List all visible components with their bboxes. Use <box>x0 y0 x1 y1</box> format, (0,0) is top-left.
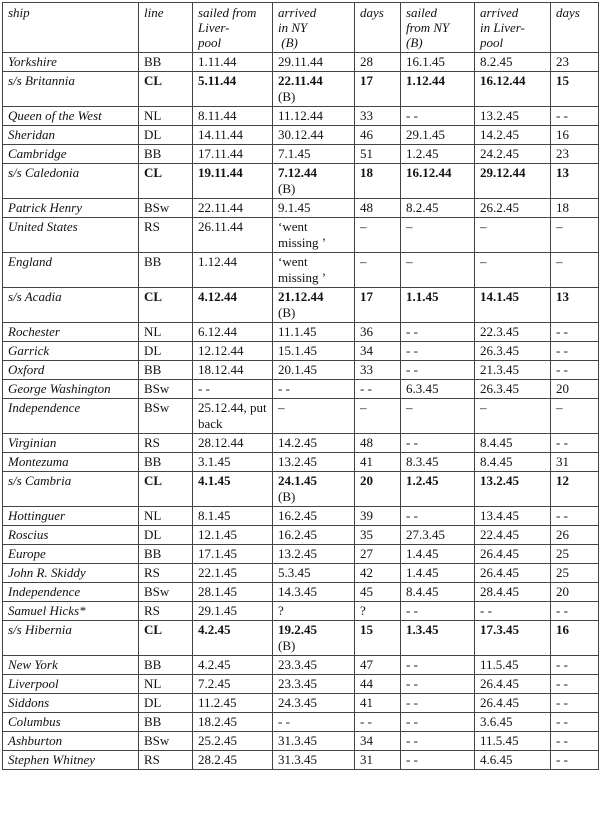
cell-days: 46 <box>355 126 401 145</box>
cell-ship: Europe <box>3 545 139 564</box>
cell-days-return: 12 <box>551 472 599 507</box>
cell-sailed-from-liverpool: 26.11.44 <box>193 218 273 253</box>
cell-arrived-in-liverpool: 26.4.45 <box>475 545 551 564</box>
cell-sailed-from-ny: 8.2.45 <box>401 199 475 218</box>
cell-ship: Cambridge <box>3 145 139 164</box>
cell-ship: Columbus <box>3 713 139 732</box>
cell-arrived-in-liverpool: 29.12.44 <box>475 164 551 199</box>
cell-arrived-in-liverpool: 8.4.45 <box>475 434 551 453</box>
cell-sailed-from-liverpool: 7.2.45 <box>193 675 273 694</box>
cell-days: 17 <box>355 72 401 107</box>
cell-days-return: - - <box>551 602 599 621</box>
cell-arrived-in-ny: ‘went missing ’ <box>273 253 355 288</box>
cell-sailed-from-liverpool: 28.12.44 <box>193 434 273 453</box>
cell-sailed-from-liverpool: 8.11.44 <box>193 107 273 126</box>
sailings-table <box>2 2 599 770</box>
table-row <box>3 218 599 253</box>
cell-days: - - <box>355 380 401 399</box>
arrival-note: (B) <box>278 181 296 196</box>
cell-arrived-in-liverpool: 8.4.45 <box>475 453 551 472</box>
cell-arrived-in-ny: ‘went missing ’ <box>273 218 355 253</box>
cell-sailed-from-ny: 1.4.45 <box>401 545 475 564</box>
cell-days: 47 <box>355 656 401 675</box>
cell-days: – <box>355 399 401 434</box>
cell-sailed-from-liverpool: 4.12.44 <box>193 288 273 323</box>
cell-sailed-from-ny: 16.12.44 <box>401 164 475 199</box>
table-row <box>3 107 599 126</box>
cell-ship: Yorkshire <box>3 53 139 72</box>
cell-ship: George Washington <box>3 380 139 399</box>
table-row <box>3 751 599 770</box>
arrival-note: (B) <box>278 638 296 653</box>
cell-sailed-from-liverpool: 4.2.45 <box>193 621 273 656</box>
cell-sailed-from-liverpool: 25.12.44, put back <box>193 399 273 434</box>
cell-ship: New York <box>3 656 139 675</box>
cell-line: BB <box>139 656 193 675</box>
cell-arrived-in-liverpool: 22.4.45 <box>475 526 551 545</box>
cell-line: BB <box>139 253 193 288</box>
table-row <box>3 564 599 583</box>
cell-arrived-in-ny: - - <box>273 713 355 732</box>
cell-sailed-from-liverpool: 4.2.45 <box>193 656 273 675</box>
cell-arrived-in-liverpool: 13.4.45 <box>475 507 551 526</box>
cell-line: DL <box>139 694 193 713</box>
cell-sailed-from-liverpool: 5.11.44 <box>193 72 273 107</box>
table-row <box>3 507 599 526</box>
cell-arrived-in-ny: 30.12.44 <box>273 126 355 145</box>
header-days-return: days <box>551 3 599 53</box>
cell-arrived-in-liverpool: - - <box>475 602 551 621</box>
cell-line: RS <box>139 564 193 583</box>
cell-days: 41 <box>355 694 401 713</box>
table-row <box>3 72 599 107</box>
cell-sailed-from-liverpool: 19.11.44 <box>193 164 273 199</box>
header-sailed-from-liverpool: sailed from Liver- pool <box>193 3 273 53</box>
cell-sailed-from-liverpool: 8.1.45 <box>193 507 273 526</box>
cell-days-return: - - <box>551 323 599 342</box>
cell-days: 48 <box>355 199 401 218</box>
table-row <box>3 342 599 361</box>
cell-sailed-from-liverpool: 22.1.45 <box>193 564 273 583</box>
cell-arrived-in-ny: 13.2.45 <box>273 545 355 564</box>
cell-days: 42 <box>355 564 401 583</box>
header-row <box>3 3 599 53</box>
cell-days-return: - - <box>551 675 599 694</box>
cell-sailed-from-ny: 27.3.45 <box>401 526 475 545</box>
table-row <box>3 694 599 713</box>
cell-sailed-from-ny: – <box>401 253 475 288</box>
header-days: days <box>355 3 401 53</box>
cell-ship: Siddons <box>3 694 139 713</box>
cell-arrived-in-ny: 7.12.44 (B) <box>273 164 355 199</box>
cell-days-return: - - <box>551 107 599 126</box>
arrival-note: (B) <box>278 89 296 104</box>
cell-days-return: - - <box>551 694 599 713</box>
cell-arrived-in-liverpool: 17.3.45 <box>475 621 551 656</box>
cell-sailed-from-ny: 8.4.45 <box>401 583 475 602</box>
cell-sailed-from-liverpool: 3.1.45 <box>193 453 273 472</box>
cell-sailed-from-liverpool: 11.2.45 <box>193 694 273 713</box>
table-row <box>3 453 599 472</box>
cell-arrived-in-liverpool: 22.3.45 <box>475 323 551 342</box>
cell-days: 41 <box>355 453 401 472</box>
cell-ship: s/s Acadia <box>3 288 139 323</box>
cell-sailed-from-liverpool: 25.2.45 <box>193 732 273 751</box>
cell-sailed-from-ny: - - <box>401 675 475 694</box>
cell-arrived-in-ny: 16.2.45 <box>273 507 355 526</box>
cell-line: BSw <box>139 380 193 399</box>
cell-days: 31 <box>355 751 401 770</box>
cell-sailed-from-ny: 1.2.45 <box>401 472 475 507</box>
cell-arrived-in-ny: 19.2.45 (B) <box>273 621 355 656</box>
cell-sailed-from-ny: - - <box>401 342 475 361</box>
cell-ship: Independence <box>3 399 139 434</box>
cell-days: 44 <box>355 675 401 694</box>
cell-sailed-from-liverpool: 22.11.44 <box>193 199 273 218</box>
cell-arrived-in-ny: – <box>273 399 355 434</box>
cell-arrived-in-liverpool: 16.12.44 <box>475 72 551 107</box>
cell-sailed-from-ny: - - <box>401 602 475 621</box>
cell-arrived-in-liverpool: 3.6.45 <box>475 713 551 732</box>
cell-arrived-in-ny: 22.11.44 (B) <box>273 72 355 107</box>
cell-days-return: 23 <box>551 53 599 72</box>
cell-days-return: – <box>551 399 599 434</box>
cell-arrived-in-ny: 31.3.45 <box>273 732 355 751</box>
table-row <box>3 656 599 675</box>
cell-days: 48 <box>355 434 401 453</box>
cell-ship: Montezuma <box>3 453 139 472</box>
cell-days-return: - - <box>551 751 599 770</box>
cell-arrived-in-liverpool: 26.4.45 <box>475 694 551 713</box>
table-row <box>3 380 599 399</box>
cell-ship: s/s Caledonia <box>3 164 139 199</box>
cell-arrived-in-ny: 14.2.45 <box>273 434 355 453</box>
cell-arrived-in-ny: 9.1.45 <box>273 199 355 218</box>
header-arrived-in-liverpool: arrived in Liver- pool <box>475 3 551 53</box>
table-row <box>3 472 599 507</box>
cell-ship: John R. Skiddy <box>3 564 139 583</box>
cell-days-return: - - <box>551 342 599 361</box>
cell-arrived-in-ny: - - <box>273 380 355 399</box>
cell-days-return: 31 <box>551 453 599 472</box>
cell-arrived-in-liverpool: – <box>475 218 551 253</box>
cell-ship: Oxford <box>3 361 139 380</box>
cell-days-return: 16 <box>551 621 599 656</box>
cell-arrived-in-liverpool: 8.2.45 <box>475 53 551 72</box>
table-row <box>3 361 599 380</box>
cell-line: BSw <box>139 199 193 218</box>
cell-arrived-in-ny: 16.2.45 <box>273 526 355 545</box>
cell-sailed-from-ny: 29.1.45 <box>401 126 475 145</box>
cell-line: RS <box>139 434 193 453</box>
cell-days-return: - - <box>551 656 599 675</box>
cell-ship: Patrick Henry <box>3 199 139 218</box>
cell-days: 20 <box>355 472 401 507</box>
table-row <box>3 675 599 694</box>
table-row <box>3 253 599 288</box>
cell-arrived-in-liverpool: 11.5.45 <box>475 656 551 675</box>
cell-sailed-from-ny: 1.12.44 <box>401 72 475 107</box>
cell-arrived-in-liverpool: 26.3.45 <box>475 380 551 399</box>
cell-sailed-from-liverpool: 4.1.45 <box>193 472 273 507</box>
table-row <box>3 323 599 342</box>
cell-sailed-from-ny: – <box>401 218 475 253</box>
cell-days-return: 25 <box>551 564 599 583</box>
cell-arrived-in-liverpool: 26.3.45 <box>475 342 551 361</box>
cell-arrived-in-ny: 24.1.45 (B) <box>273 472 355 507</box>
cell-sailed-from-liverpool: 17.1.45 <box>193 545 273 564</box>
cell-days-return: 23 <box>551 145 599 164</box>
cell-ship: United States <box>3 218 139 253</box>
cell-ship: Stephen Whitney <box>3 751 139 770</box>
cell-sailed-from-liverpool: 28.1.45 <box>193 583 273 602</box>
cell-days: 33 <box>355 107 401 126</box>
cell-ship: s/s Cambria <box>3 472 139 507</box>
cell-ship: Garrick <box>3 342 139 361</box>
cell-days: ? <box>355 602 401 621</box>
cell-days-return: - - <box>551 732 599 751</box>
cell-arrived-in-liverpool: 14.2.45 <box>475 126 551 145</box>
cell-days-return: 25 <box>551 545 599 564</box>
cell-sailed-from-ny: - - <box>401 107 475 126</box>
cell-line: CL <box>139 288 193 323</box>
cell-line: BB <box>139 713 193 732</box>
cell-line: DL <box>139 126 193 145</box>
cell-days-return: - - <box>551 507 599 526</box>
cell-ship: Sheridan <box>3 126 139 145</box>
cell-ship: Samuel Hicks* <box>3 602 139 621</box>
cell-days: 45 <box>355 583 401 602</box>
cell-sailed-from-ny: 1.4.45 <box>401 564 475 583</box>
cell-line: RS <box>139 218 193 253</box>
cell-arrived-in-ny: 15.1.45 <box>273 342 355 361</box>
cell-line: DL <box>139 526 193 545</box>
cell-arrived-in-ny: 29.11.44 <box>273 53 355 72</box>
cell-arrived-in-liverpool: 13.2.45 <box>475 472 551 507</box>
cell-days: – <box>355 218 401 253</box>
cell-sailed-from-liverpool: 14.11.44 <box>193 126 273 145</box>
cell-sailed-from-ny: - - <box>401 656 475 675</box>
cell-arrived-in-liverpool: 13.2.45 <box>475 107 551 126</box>
arrival-note: (B) <box>278 489 296 504</box>
cell-days: 34 <box>355 732 401 751</box>
cell-line: NL <box>139 323 193 342</box>
cell-sailed-from-ny: - - <box>401 713 475 732</box>
header-ship: ship <box>3 3 139 53</box>
cell-days: 51 <box>355 145 401 164</box>
cell-sailed-from-liverpool: 1.12.44 <box>193 253 273 288</box>
cell-arrived-in-ny: ? <box>273 602 355 621</box>
cell-sailed-from-ny: - - <box>401 732 475 751</box>
table-row <box>3 526 599 545</box>
cell-days-return: 18 <box>551 199 599 218</box>
cell-ship: England <box>3 253 139 288</box>
cell-ship: s/s Hibernia <box>3 621 139 656</box>
cell-arrived-in-liverpool: 21.3.45 <box>475 361 551 380</box>
cell-days-return: 20 <box>551 583 599 602</box>
cell-sailed-from-ny: - - <box>401 694 475 713</box>
cell-days-return: 15 <box>551 72 599 107</box>
cell-line: CL <box>139 472 193 507</box>
table-row <box>3 288 599 323</box>
cell-sailed-from-liverpool: 18.12.44 <box>193 361 273 380</box>
cell-days: – <box>355 253 401 288</box>
table-row <box>3 583 599 602</box>
header-sailed-from-ny: sailed from NY (B) <box>401 3 475 53</box>
table-row <box>3 713 599 732</box>
table-row <box>3 602 599 621</box>
cell-arrived-in-ny: 5.3.45 <box>273 564 355 583</box>
cell-days: 17 <box>355 288 401 323</box>
cell-line: CL <box>139 621 193 656</box>
cell-days: - - <box>355 713 401 732</box>
cell-arrived-in-liverpool: 28.4.45 <box>475 583 551 602</box>
cell-arrived-in-liverpool: 26.4.45 <box>475 675 551 694</box>
table-row <box>3 434 599 453</box>
header-line: line <box>139 3 193 53</box>
cell-arrived-in-ny: 11.1.45 <box>273 323 355 342</box>
cell-line: RS <box>139 602 193 621</box>
cell-arrived-in-ny: 31.3.45 <box>273 751 355 770</box>
cell-arrived-in-liverpool: 26.4.45 <box>475 564 551 583</box>
cell-sailed-from-liverpool: 29.1.45 <box>193 602 273 621</box>
cell-arrived-in-ny: 20.1.45 <box>273 361 355 380</box>
cell-ship: Virginian <box>3 434 139 453</box>
cell-days: 18 <box>355 164 401 199</box>
cell-arrived-in-ny: 7.1.45 <box>273 145 355 164</box>
cell-line: BSw <box>139 732 193 751</box>
cell-line: BSw <box>139 583 193 602</box>
cell-sailed-from-liverpool: 1.11.44 <box>193 53 273 72</box>
cell-sailed-from-liverpool: 28.2.45 <box>193 751 273 770</box>
cell-sailed-from-ny: 1.2.45 <box>401 145 475 164</box>
table-row <box>3 545 599 564</box>
cell-line: BB <box>139 545 193 564</box>
cell-line: NL <box>139 675 193 694</box>
cell-arrived-in-liverpool: 26.2.45 <box>475 199 551 218</box>
cell-arrived-in-ny: 23.3.45 <box>273 675 355 694</box>
header-arrived-in-ny: arrived in NY (B) <box>273 3 355 53</box>
cell-line: BB <box>139 361 193 380</box>
cell-days: 27 <box>355 545 401 564</box>
cell-ship: Hottinguer <box>3 507 139 526</box>
cell-arrived-in-ny: 13.2.45 <box>273 453 355 472</box>
table-row <box>3 126 599 145</box>
cell-days: 33 <box>355 361 401 380</box>
cell-line: CL <box>139 72 193 107</box>
cell-sailed-from-ny: 8.3.45 <box>401 453 475 472</box>
cell-days: 15 <box>355 621 401 656</box>
table-row <box>3 199 599 218</box>
cell-sailed-from-ny: - - <box>401 361 475 380</box>
cell-line: BB <box>139 145 193 164</box>
cell-ship: Liverpool <box>3 675 139 694</box>
cell-arrived-in-liverpool: – <box>475 253 551 288</box>
table-row <box>3 53 599 72</box>
cell-days: 28 <box>355 53 401 72</box>
cell-ship: Roscius <box>3 526 139 545</box>
cell-arrived-in-ny: 11.12.44 <box>273 107 355 126</box>
cell-days-return: 13 <box>551 164 599 199</box>
cell-line: RS <box>139 751 193 770</box>
cell-arrived-in-liverpool: 24.2.45 <box>475 145 551 164</box>
cell-line: DL <box>139 342 193 361</box>
cell-days-return: - - <box>551 434 599 453</box>
cell-ship: Queen of the West <box>3 107 139 126</box>
cell-sailed-from-ny: - - <box>401 751 475 770</box>
cell-arrived-in-ny: 14.3.45 <box>273 583 355 602</box>
cell-days-return: 20 <box>551 380 599 399</box>
cell-arrived-in-liverpool: – <box>475 399 551 434</box>
cell-sailed-from-ny: - - <box>401 507 475 526</box>
cell-sailed-from-ny: 1.1.45 <box>401 288 475 323</box>
cell-sailed-from-liverpool: 17.11.44 <box>193 145 273 164</box>
cell-days: 39 <box>355 507 401 526</box>
cell-days: 34 <box>355 342 401 361</box>
cell-sailed-from-ny: 6.3.45 <box>401 380 475 399</box>
table-row <box>3 732 599 751</box>
cell-days-return: 13 <box>551 288 599 323</box>
cell-line: BB <box>139 453 193 472</box>
cell-sailed-from-ny: - - <box>401 323 475 342</box>
cell-ship: Independence <box>3 583 139 602</box>
cell-days-return: - - <box>551 361 599 380</box>
table-row <box>3 621 599 656</box>
cell-arrived-in-ny: 24.3.45 <box>273 694 355 713</box>
cell-sailed-from-liverpool: 12.12.44 <box>193 342 273 361</box>
table-row <box>3 164 599 199</box>
cell-arrived-in-ny: 21.12.44 (B) <box>273 288 355 323</box>
cell-arrived-in-ny: 23.3.45 <box>273 656 355 675</box>
cell-sailed-from-liverpool: 18.2.45 <box>193 713 273 732</box>
cell-line: NL <box>139 507 193 526</box>
cell-sailed-from-ny: 16.1.45 <box>401 53 475 72</box>
cell-days: 35 <box>355 526 401 545</box>
cell-sailed-from-liverpool: 6.12.44 <box>193 323 273 342</box>
cell-line: CL <box>139 164 193 199</box>
cell-sailed-from-ny: - - <box>401 434 475 453</box>
cell-sailed-from-ny: – <box>401 399 475 434</box>
table-row <box>3 145 599 164</box>
cell-days-return: 16 <box>551 126 599 145</box>
arrival-note: (B) <box>278 305 296 320</box>
cell-line: BB <box>139 53 193 72</box>
cell-days-return: - - <box>551 713 599 732</box>
cell-days-return: – <box>551 253 599 288</box>
cell-sailed-from-liverpool: 12.1.45 <box>193 526 273 545</box>
cell-ship: Ashburton <box>3 732 139 751</box>
cell-days: 36 <box>355 323 401 342</box>
cell-line: BSw <box>139 399 193 434</box>
cell-days-return: 26 <box>551 526 599 545</box>
table-row <box>3 399 599 434</box>
cell-arrived-in-liverpool: 4.6.45 <box>475 751 551 770</box>
cell-ship: Rochester <box>3 323 139 342</box>
cell-days-return: – <box>551 218 599 253</box>
table-body <box>3 53 599 770</box>
cell-sailed-from-liverpool: - - <box>193 380 273 399</box>
cell-ship: s/s Britannia <box>3 72 139 107</box>
cell-line: NL <box>139 107 193 126</box>
cell-arrived-in-liverpool: 11.5.45 <box>475 732 551 751</box>
cell-sailed-from-ny: 1.3.45 <box>401 621 475 656</box>
cell-arrived-in-liverpool: 14.1.45 <box>475 288 551 323</box>
